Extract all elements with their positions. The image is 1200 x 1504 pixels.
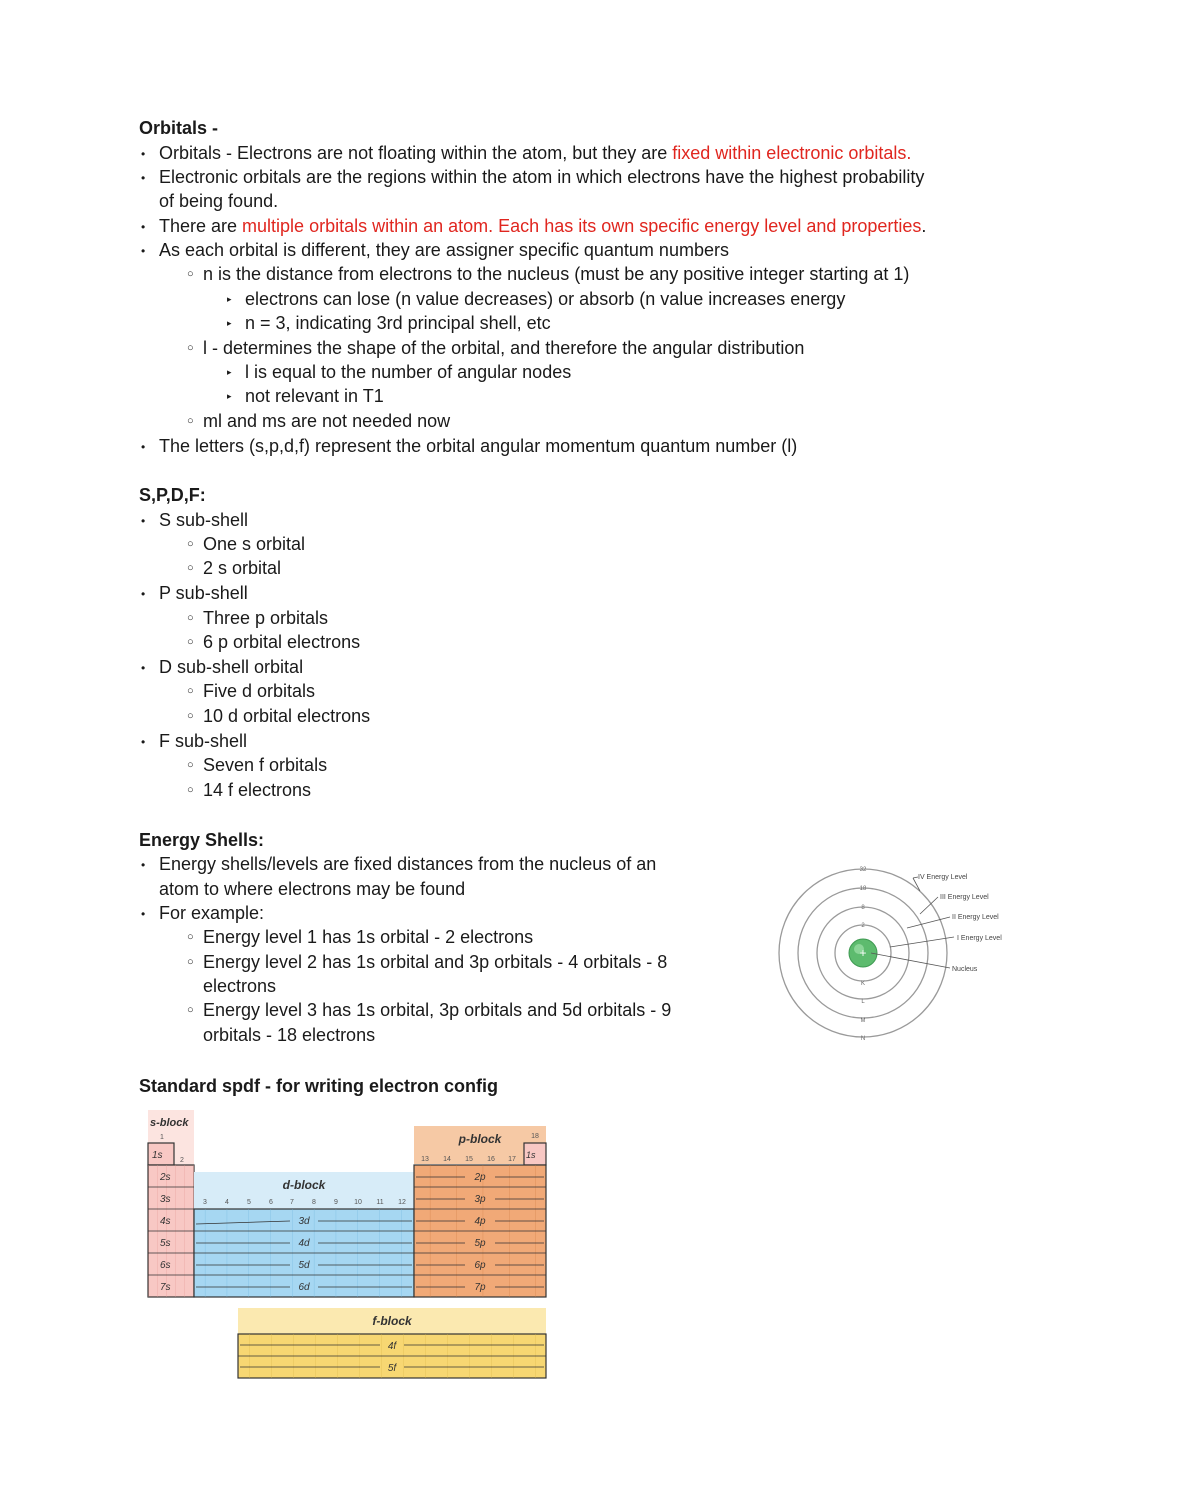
nucleus-label: Nucleus	[952, 966, 978, 973]
energy-shells-heading: Energy Shells:	[139, 830, 265, 850]
d-row-label: 5d	[298, 1260, 310, 1271]
bullet: •	[141, 661, 146, 675]
p-group-label: 14	[443, 1156, 451, 1163]
s-row-label: 3s	[160, 1194, 171, 1205]
energy-level-2-label: II Energy Level	[952, 914, 999, 921]
bullet: •	[141, 858, 146, 872]
shell-letter-k: K	[860, 981, 866, 987]
d-group-label: 8	[312, 1199, 316, 1206]
s-row-label: 7s	[160, 1282, 171, 1293]
bullet: •	[141, 907, 146, 921]
p-subshell-item-1: Three p orbitals	[203, 608, 329, 628]
shell-letter-l: L	[861, 999, 865, 1005]
bullet: •	[141, 514, 146, 528]
p-subshell: P sub-shell	[159, 583, 248, 603]
d-group-label: 7	[290, 1199, 294, 1206]
orbitals-heading: Orbitals -	[139, 118, 219, 138]
shell-letter-n: N	[860, 1036, 866, 1042]
bullet: •	[141, 587, 146, 601]
energy-level-1: Energy level 1 has 1s orbital - 2 electrons	[203, 927, 534, 947]
p-subshell-item-2: 6 p orbital electrons	[203, 632, 361, 652]
shell-number-8: 8	[861, 905, 865, 911]
d-group-label: 12	[398, 1199, 406, 1206]
spdf-block-table	[140, 1108, 560, 1388]
d-group-label: 4	[225, 1199, 229, 1206]
d-subshell: D sub-shell orbital	[159, 657, 304, 677]
p-block-1s-label: 1s	[526, 1150, 536, 1160]
s-row-label: 6s	[160, 1260, 171, 1271]
p-group-label: 16	[487, 1156, 495, 1163]
orbitals-bullet-2-line-2: of being found.	[159, 191, 279, 211]
p-row-label: 7p	[474, 1282, 486, 1293]
orbitals-bullet-4: As each orbital is different, they are assigner specific quantum numbers	[159, 240, 729, 260]
energy-bullet-1-line-2: atom to where electrons may be found	[159, 879, 466, 899]
s-row-label: 4s	[160, 1216, 171, 1227]
quantum-l-sub-1: l is equal to the number of angular nodes	[245, 362, 572, 382]
sub-bullet: ○	[187, 685, 194, 697]
s-subshell-item-1: One s orbital	[203, 534, 306, 554]
leader-line	[890, 937, 954, 947]
p-row-label: 2p	[474, 1172, 486, 1183]
d-subshell-item-2: 10 d orbital electrons	[203, 706, 371, 726]
d-block-label: d-block	[282, 1178, 326, 1192]
sub-bullet: ○	[187, 710, 194, 722]
s-subshell: S sub-shell	[159, 510, 249, 530]
d-row-label: 6d	[298, 1282, 310, 1293]
f-subshell-item-2: 14 f electrons	[203, 780, 312, 800]
energy-level-3-line-1: Energy level 3 has 1s orbital, 3p orbitals and 5d orbitals - 9	[203, 1000, 672, 1020]
p-group-label: 13	[421, 1156, 429, 1163]
sub-sub-bullet: ▸	[227, 294, 232, 304]
energy-level-1-label: I Energy Level	[957, 935, 1002, 942]
sub-sub-bullet: ▸	[227, 318, 232, 328]
orbitals-bullet-2-line-1: Electronic orbitals are the regions within the atom in which electrons have the highest probability	[159, 167, 925, 187]
group-18-label: 18	[531, 1133, 539, 1140]
sub-bullet: ○	[187, 562, 194, 574]
bullet: •	[141, 220, 146, 234]
p-group-label: 17	[508, 1156, 516, 1163]
orbitals-bullet-5: The letters (s,p,d,f) represent the orbital angular momentum quantum number (l)	[159, 436, 798, 456]
p-group-label: 15	[465, 1156, 473, 1163]
energy-level-3-label: III Energy Level	[940, 894, 989, 901]
sub-bullet: ○	[187, 1004, 194, 1016]
d-group-label: 6	[269, 1199, 273, 1206]
p-row-label: 3p	[474, 1194, 486, 1205]
quantum-l-sub-2: not relevant in T1	[245, 386, 384, 406]
s-row-label: 5s	[160, 1238, 171, 1249]
shell-number-18: 18	[859, 886, 867, 892]
shell-number-2: 2	[861, 923, 865, 929]
f-row-label: 5f	[387, 1363, 397, 1374]
quantum-ml-item: ml and ms are not needed now	[203, 411, 451, 431]
group-1-label: 1	[160, 1134, 164, 1141]
d-group-label: 9	[334, 1199, 338, 1206]
sub-sub-bullet: ▸	[227, 391, 232, 401]
d-group-label: 3	[203, 1199, 207, 1206]
group-2-label: 2	[180, 1157, 184, 1164]
energy-levels-diagram	[770, 855, 1020, 1045]
sub-bullet: ○	[187, 612, 194, 624]
p-block-label: p-block	[458, 1132, 502, 1146]
standard-spdf-heading: Standard spdf - for writing electron config	[139, 1076, 499, 1096]
bullet: •	[141, 735, 146, 749]
shell-letter-m: M	[860, 1018, 866, 1024]
f-subshell-item-1: Seven f orbitals	[203, 755, 328, 775]
d-group-label: 11	[376, 1199, 384, 1206]
sub-bullet: ○	[187, 268, 194, 280]
quantum-n-sub-2: n = 3, indicating 3rd principal shell, etc	[245, 313, 551, 333]
p-row-label: 4p	[474, 1216, 486, 1227]
d-subshell-item-1: Five d orbitals	[203, 681, 316, 701]
energy-level-2-line-2: electrons	[203, 976, 277, 996]
bullet: •	[141, 244, 146, 258]
p-row-label: 6p	[474, 1260, 486, 1271]
s-row-label: 2s	[160, 1172, 171, 1183]
d-row-label: 3d	[298, 1216, 310, 1227]
f-row-label: 4f	[387, 1341, 397, 1352]
orbitals-bullet-1: Orbitals - Electrons are not floating within the atom, but they are fixed within electronic orbitals.	[159, 143, 912, 163]
shell-number-32: 32	[859, 867, 867, 873]
p-row-label: 5p	[474, 1238, 486, 1249]
sub-bullet: ○	[187, 931, 194, 943]
d-group-label: 10	[354, 1199, 362, 1206]
energy-level-3-line-2: orbitals - 18 electrons	[203, 1025, 376, 1045]
bullet: •	[141, 171, 146, 185]
sub-bullet: ○	[187, 538, 194, 550]
s-subshell-item-2: 2 s orbital	[203, 558, 282, 578]
s-block-label: s-block	[150, 1117, 189, 1129]
quantum-l-item: l - determines the shape of the orbital, and therefore the angular distribution	[203, 338, 805, 358]
orbitals-bullet-3: There are multiple orbitals within an atom. Each has its own specific energy level and properties.	[159, 216, 927, 236]
energy-bullet-1-line-1: Energy shells/levels are fixed distances from the nucleus of an	[159, 854, 657, 874]
sub-bullet: ○	[187, 636, 194, 648]
d-group-label: 5	[247, 1199, 251, 1206]
d-row-label: 4d	[298, 1238, 310, 1249]
energy-level-2-line-1: Energy level 2 has 1s orbital and 3p orbitals - 4 orbitals - 8	[203, 952, 668, 972]
bullet: •	[141, 147, 146, 161]
sub-bullet: ○	[187, 759, 194, 771]
leader-line	[871, 953, 950, 968]
spdf-heading: S,P,D,F:	[139, 485, 206, 505]
sub-bullet: ○	[187, 342, 194, 354]
bullet: •	[141, 440, 146, 454]
f-block-label: f-block	[372, 1314, 412, 1328]
sub-bullet: ○	[187, 415, 194, 427]
quantum-n-item: n is the distance from electrons to the nucleus (must be any positive integer starting at 1)	[203, 264, 910, 284]
energy-bullet-2: For example:	[159, 903, 265, 923]
s-row-label: 1s	[152, 1150, 163, 1161]
nucleus-symbol: +	[859, 946, 867, 960]
energy-level-4-label: IV Energy Level	[918, 874, 968, 881]
quantum-n-sub-1: electrons can lose (n value decreases) or absorb (n value increases energy	[245, 289, 846, 309]
leader-line	[907, 917, 950, 928]
sub-bullet: ○	[187, 784, 194, 796]
sub-sub-bullet: ▸	[227, 367, 232, 377]
sub-bullet: ○	[187, 956, 194, 968]
f-subshell: F sub-shell	[159, 731, 248, 751]
